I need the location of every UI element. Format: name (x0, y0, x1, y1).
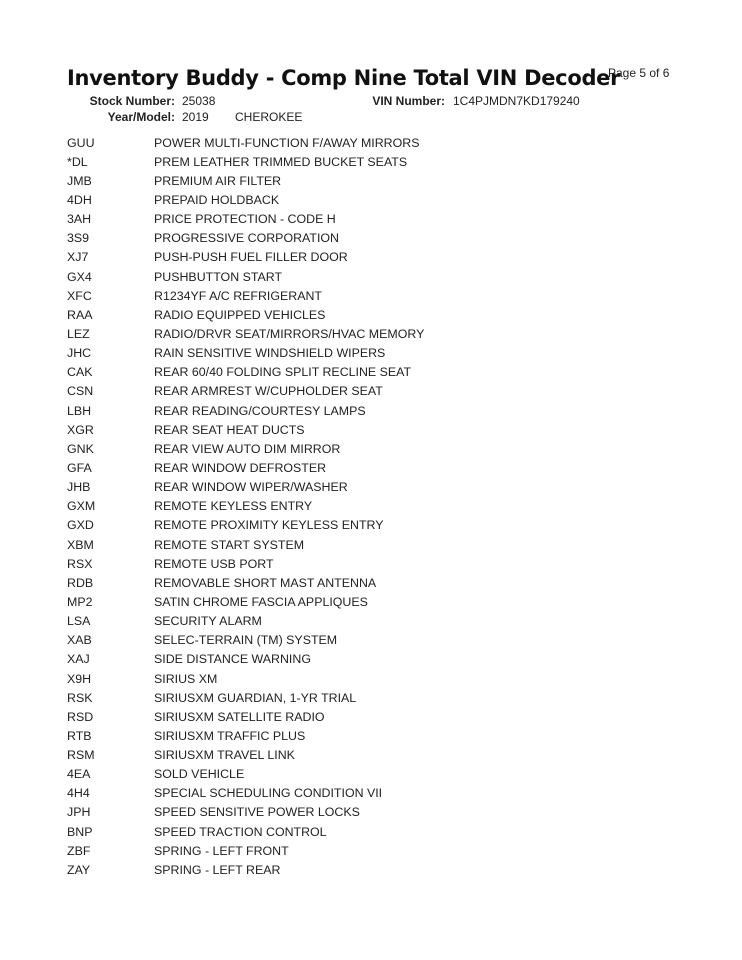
option-row (67, 726, 424, 745)
option-code: JHB (67, 480, 91, 495)
option-description: RAIN SENSITIVE WINDSHIELD WIPERS (154, 346, 386, 361)
option-description: REAR VIEW AUTO DIM MIRROR (154, 441, 341, 456)
option-code: XAB (67, 633, 92, 648)
option-description: REAR READING/COURTESY LAMPS (154, 403, 366, 418)
option-row (67, 267, 424, 286)
option-code: RSK (67, 690, 93, 705)
option-description: REMOTE PROXIMITY KEYLESS ENTRY (154, 518, 384, 533)
option-row (67, 382, 424, 401)
option-code: CAK (67, 365, 93, 380)
option-row (67, 765, 424, 784)
option-description: SECURITY ALARM (154, 614, 262, 629)
option-description: PREPAID HOLDBACK (154, 192, 280, 207)
option-description: SIRIUSXM GUARDIAN, 1-YR TRIAL (154, 690, 357, 705)
option-row (67, 344, 424, 363)
option-description: PREM LEATHER TRIMMED BUCKET SEATS (154, 154, 408, 169)
option-row (67, 152, 424, 171)
option-row (67, 458, 424, 477)
option-row (67, 133, 424, 152)
option-description: SIRIUSXM SATELLITE RADIO (154, 709, 325, 724)
option-description: SPEED TRACTION CONTROL (154, 824, 327, 839)
option-code: GNK (67, 441, 94, 456)
option-row (67, 784, 424, 803)
option-description: SOLD VEHICLE (154, 767, 245, 782)
option-row (67, 669, 424, 688)
stock-number-value: 25038 (182, 94, 216, 108)
option-code: XBM (67, 537, 94, 552)
option-code: X9H (67, 671, 92, 686)
option-code: JHC (67, 346, 92, 361)
option-description: REAR WINDOW DEFROSTER (154, 460, 327, 475)
stock-number-label: Stock Number: (89, 94, 175, 108)
option-code: *DL (67, 154, 88, 169)
option-row (67, 554, 424, 573)
option-description: REAR ARMREST W/CUPHOLDER SEAT (154, 384, 383, 399)
option-row (67, 286, 424, 305)
option-description: REAR SEAT HEAT DUCTS (154, 422, 305, 437)
year-model-label: Year/Model: (107, 110, 175, 124)
option-description: REMOTE USB PORT (154, 556, 274, 571)
option-code: JMB (67, 173, 92, 188)
option-code: JPH (67, 805, 91, 820)
option-description: REMOTE KEYLESS ENTRY (154, 499, 313, 514)
option-code: 3AH (67, 212, 92, 227)
option-description: SPRING - LEFT FRONT (154, 843, 289, 858)
option-description: REAR 60/40 FOLDING SPLIT RECLINE SEAT (154, 365, 412, 380)
option-description: SIRIUS XM (154, 671, 218, 686)
option-code: RSD (67, 709, 94, 724)
option-row (67, 535, 424, 554)
option-code: RTB (67, 728, 92, 743)
option-code: XAJ (67, 652, 90, 667)
option-code: RAA (67, 307, 93, 322)
option-code: 4EA (67, 767, 91, 782)
option-row (67, 248, 424, 267)
option-code: BNP (67, 824, 93, 839)
option-code: XFC (67, 288, 92, 303)
option-row (67, 612, 424, 631)
option-code: LEZ (67, 326, 90, 341)
option-code: CSN (67, 384, 94, 399)
option-code: GXM (67, 499, 96, 514)
option-code: 4DH (67, 192, 92, 207)
option-row (67, 324, 424, 343)
vin-number-label: VIN Number: (372, 94, 445, 108)
option-row (67, 497, 424, 516)
option-description: SELEC-TERRAIN (TM) SYSTEM (154, 633, 338, 648)
option-row (67, 420, 424, 439)
option-row (67, 401, 424, 420)
option-description: SPRING - LEFT REAR (154, 862, 281, 877)
option-code: MP2 (67, 594, 93, 609)
option-code: GX4 (67, 269, 92, 284)
option-row (67, 688, 424, 707)
option-row (67, 171, 424, 190)
option-code: RSM (67, 748, 95, 763)
option-code: RDB (67, 575, 94, 590)
option-row (67, 439, 424, 458)
option-code: GUU (67, 135, 95, 150)
option-row (67, 478, 424, 497)
option-description: PUSHBUTTON START (154, 269, 283, 284)
option-description: SIRIUSXM TRAVEL LINK (154, 748, 295, 763)
option-description: PROGRESSIVE CORPORATION (154, 231, 339, 246)
option-description: POWER MULTI-FUNCTION F/AWAY MIRRORS (154, 135, 420, 150)
option-description: R1234YF A/C REFRIGERANT (154, 288, 323, 303)
option-description: PRICE PROTECTION - CODE H (154, 212, 336, 227)
option-code: LBH (67, 403, 92, 418)
option-code-list (67, 133, 424, 879)
option-row (67, 305, 424, 324)
option-row (67, 860, 424, 879)
page-title: Inventory Buddy - Comp Nine Total VIN Decoder (67, 66, 621, 90)
option-description: SIRIUSXM TRAFFIC PLUS (154, 728, 306, 743)
option-code: LSA (67, 614, 91, 629)
option-row (67, 803, 424, 822)
option-code: XGR (67, 422, 94, 437)
option-code: 4H4 (67, 786, 90, 801)
option-code: RSX (67, 556, 93, 571)
option-code: GFA (67, 460, 92, 475)
option-code: 3S9 (67, 231, 90, 246)
option-row (67, 650, 424, 669)
option-description: REMOVABLE SHORT MAST ANTENNA (154, 575, 377, 590)
option-row (67, 573, 424, 592)
option-row (67, 746, 424, 765)
page-number: Page 5 of 6 (608, 66, 670, 80)
option-code: XJ7 (67, 250, 89, 265)
option-row (67, 592, 424, 611)
option-code: ZAY (67, 862, 91, 877)
option-description: RADIO/DRVR SEAT/MIRRORS/HVAC MEMORY (154, 326, 425, 341)
option-description: SPECIAL SCHEDULING CONDITION VII (154, 786, 383, 801)
option-row (67, 841, 424, 860)
option-code: ZBF (67, 843, 91, 858)
option-row (67, 822, 424, 841)
option-row (67, 707, 424, 726)
vin-number-value: 1C4PJMDN7KD179240 (453, 94, 580, 108)
option-description: REMOTE START SYSTEM (154, 537, 305, 552)
option-description: PREMIUM AIR FILTER (154, 173, 282, 188)
option-description: PUSH-PUSH FUEL FILLER DOOR (154, 250, 348, 265)
option-row (67, 190, 424, 209)
option-description: SPEED SENSITIVE POWER LOCKS (154, 805, 360, 820)
option-row (67, 210, 424, 229)
option-description: SATIN CHROME FASCIA APPLIQUES (154, 594, 368, 609)
year-value: 2019 (182, 110, 209, 124)
model-value: CHEROKEE (235, 110, 303, 124)
option-description: REAR WINDOW WIPER/WASHER (154, 480, 348, 495)
option-description: RADIO EQUIPPED VEHICLES (154, 307, 326, 322)
option-description: SIDE DISTANCE WARNING (154, 652, 311, 667)
option-row (67, 363, 424, 382)
option-row (67, 631, 424, 650)
option-code: GXD (67, 518, 94, 533)
option-row (67, 516, 424, 535)
option-row (67, 229, 424, 248)
